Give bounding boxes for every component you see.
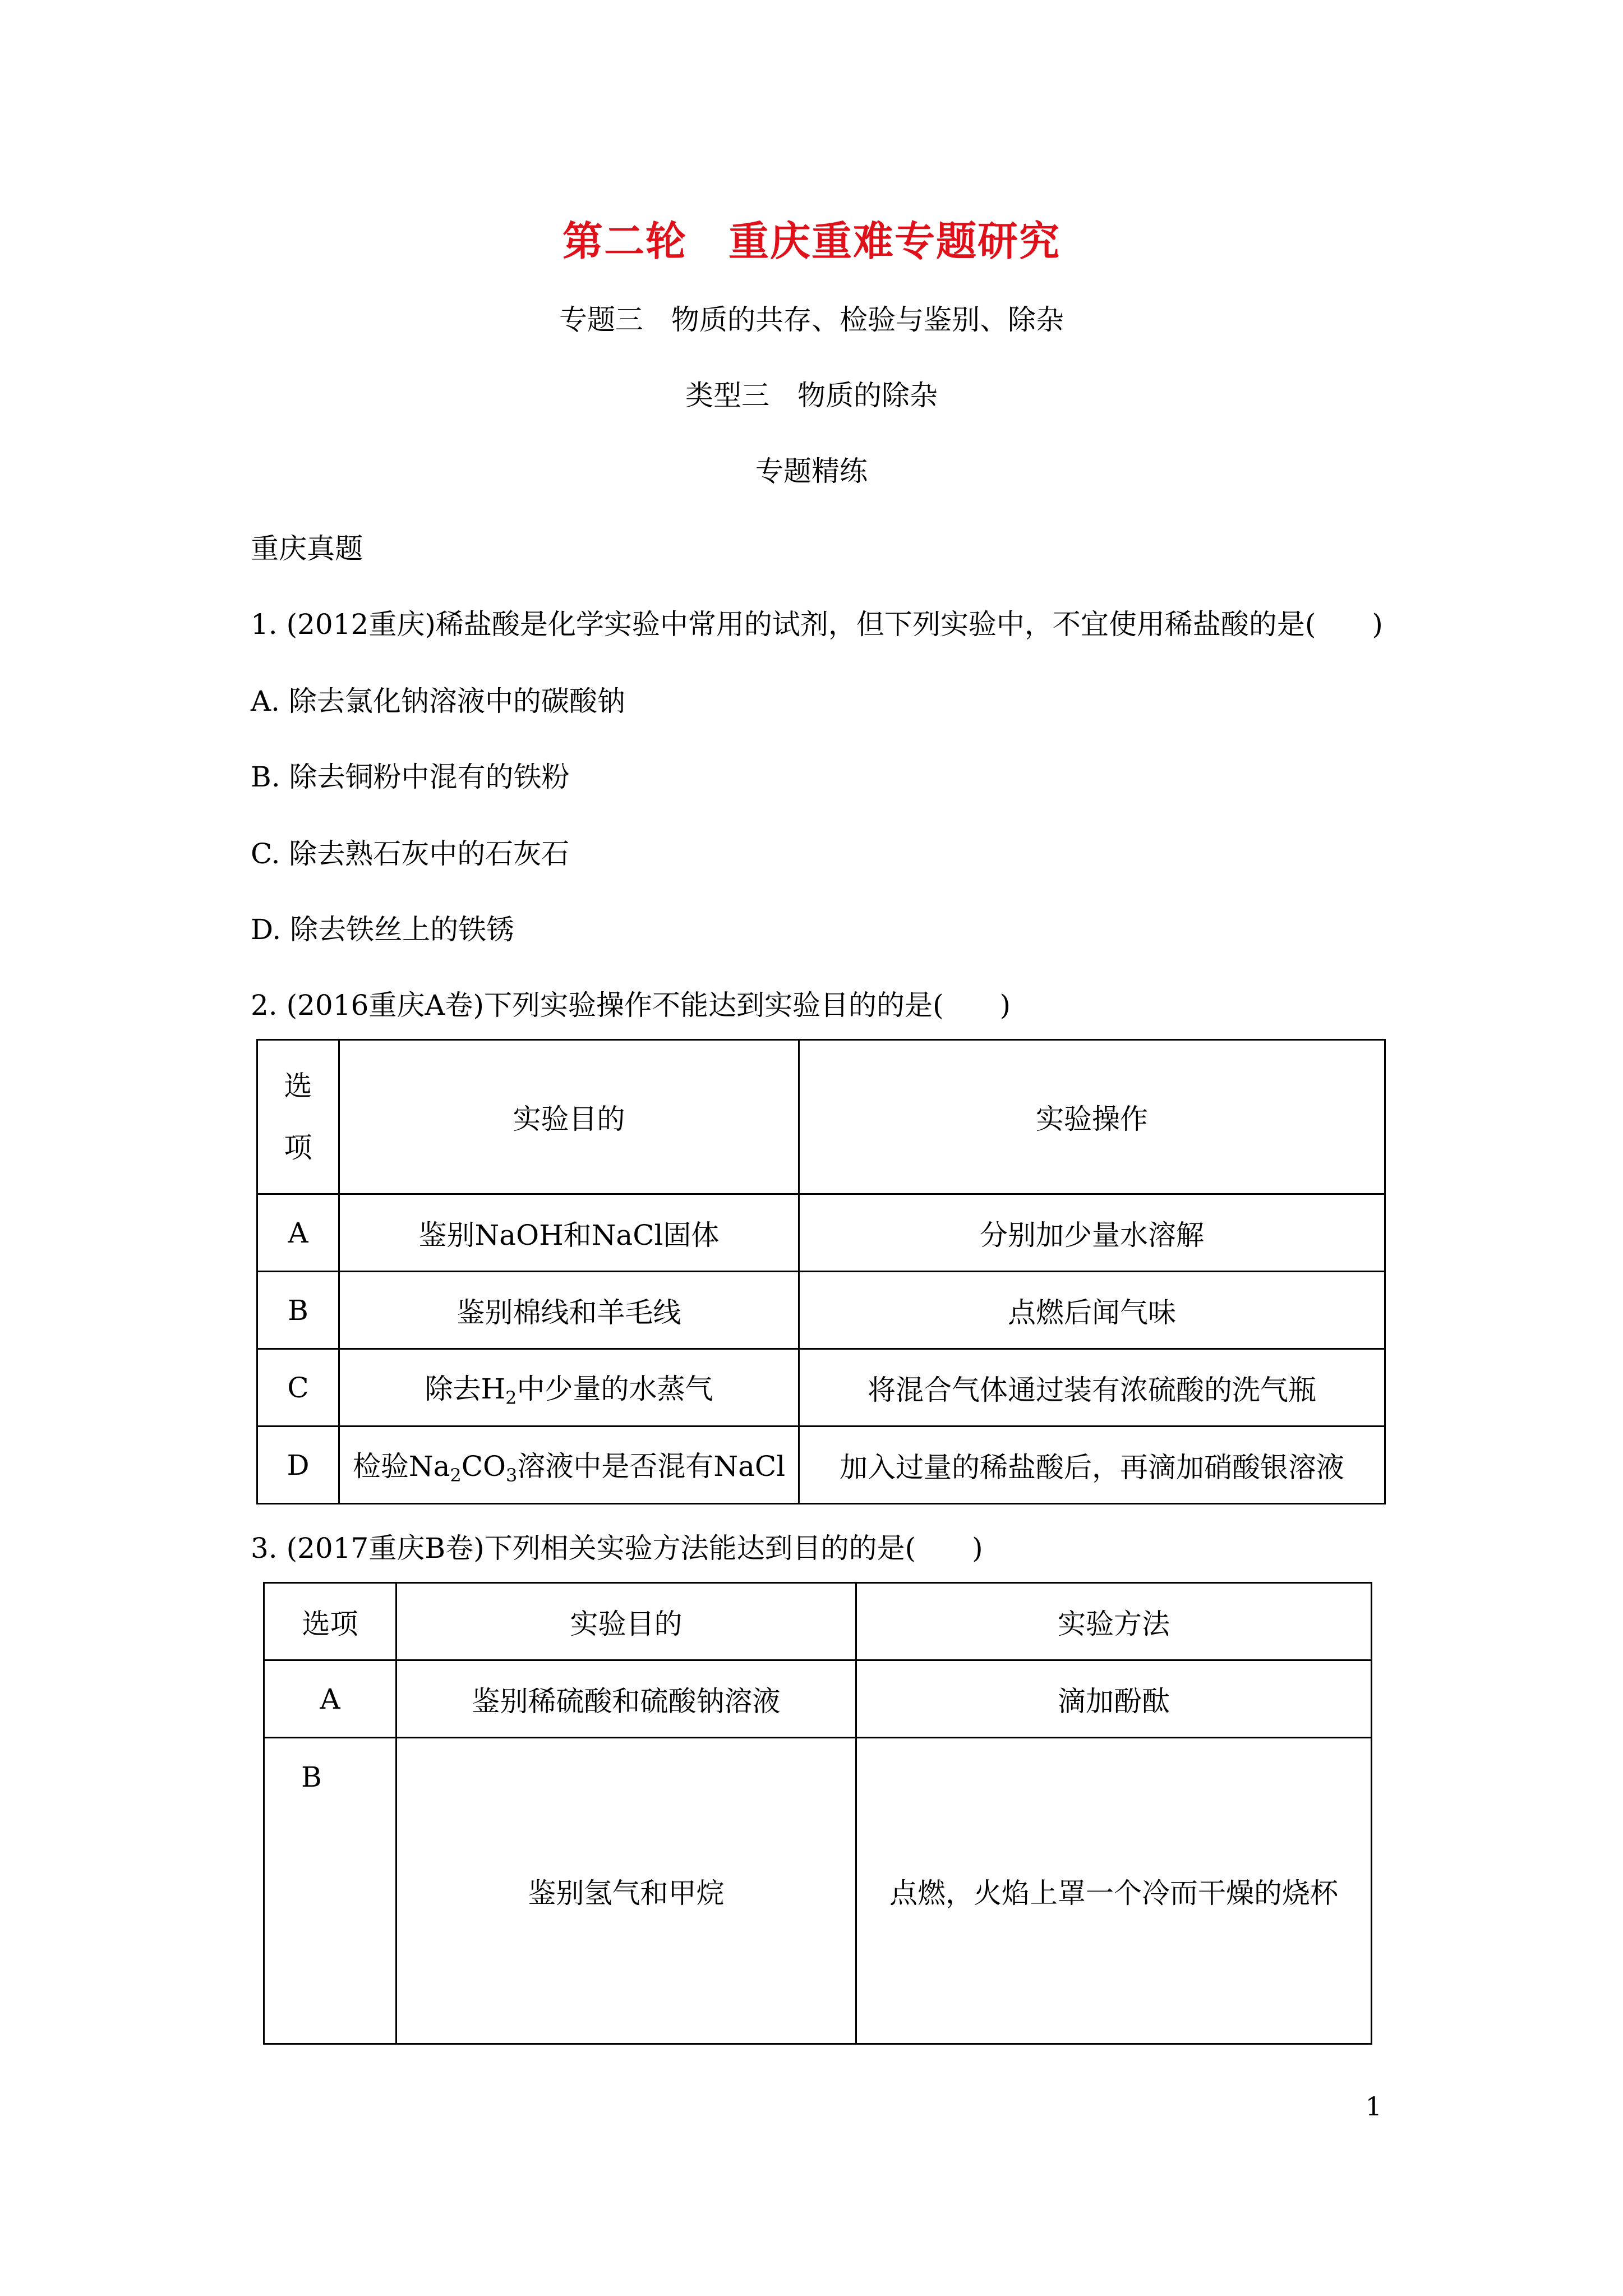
header-option-char-1: 选 xyxy=(284,1070,312,1102)
row-purpose: 鉴别稀硫酸和硫酸钠溶液 xyxy=(396,1660,856,1738)
table-row xyxy=(264,1738,1372,2044)
row-purpose: 鉴别棉线和羊毛线 xyxy=(339,1272,799,1349)
header-option xyxy=(257,1040,339,1194)
purpose-text-pre: 检验Na xyxy=(352,1450,450,1483)
question-2-table xyxy=(256,1039,1386,1504)
table-row xyxy=(257,1194,1385,1272)
question-1-option-a: A. 除去氯化钠溶液中的碳酸钠 xyxy=(251,685,625,717)
row-option: B xyxy=(257,1272,339,1349)
row-purpose xyxy=(339,1427,799,1504)
row-operation: 加入过量的稀盐酸后，再滴加硝酸银溶液 xyxy=(799,1427,1385,1504)
row-option: C xyxy=(257,1349,339,1427)
header-method: 实验方法 xyxy=(856,1583,1372,1660)
subscript: 3 xyxy=(506,1465,518,1486)
row-operation: 点燃后闻气味 xyxy=(799,1272,1385,1349)
header-purpose: 实验目的 xyxy=(339,1040,799,1194)
question-3-table xyxy=(263,1582,1372,2045)
table-header-row xyxy=(257,1040,1385,1194)
row-option: A xyxy=(257,1194,339,1272)
row-option: D xyxy=(257,1427,339,1504)
page-number: 1 xyxy=(1365,2091,1382,2122)
table-header-row xyxy=(264,1583,1372,1660)
page-title: 第二轮 重庆重难专题研究 xyxy=(562,218,1061,265)
table-row xyxy=(257,1272,1385,1349)
question-1-option-d: D. 除去铁丝上的铁锈 xyxy=(251,913,515,946)
row-purpose: 鉴别氢气和甲烷 xyxy=(396,1738,856,2044)
question-3-stem: 3. (2017重庆B卷)下列相关实验方法能达到目的的是( ) xyxy=(251,1532,983,1565)
row-purpose: 鉴别NaOH和NaCl固体 xyxy=(339,1194,799,1272)
question-1-option-b: B. 除去铜粉中混有的铁粉 xyxy=(251,761,570,793)
row-operation: 分别加少量水溶解 xyxy=(799,1194,1385,1272)
topic-subtitle: 专题三 物质的共存、检验与鉴别、除杂 xyxy=(559,303,1064,336)
purpose-text-post: 中少量的水蒸气 xyxy=(517,1373,713,1405)
question-2-stem: 2. (2016重庆A卷)下列实验操作不能达到实验目的的是( ) xyxy=(251,989,1011,1022)
practice-heading: 专题精练 xyxy=(755,455,868,487)
row-option: A xyxy=(264,1660,396,1738)
type-heading: 类型三 物质的除杂 xyxy=(685,379,938,412)
row-method: 滴加酚酞 xyxy=(856,1660,1372,1738)
row-method: 点燃，火焰上罩一个冷而干燥的烧杯 xyxy=(856,1738,1372,2044)
subscript: 2 xyxy=(505,1387,517,1409)
purpose-text-mid: CO xyxy=(461,1450,506,1483)
table-row xyxy=(257,1427,1385,1504)
purpose-text-post: 溶液中是否混有NaCl xyxy=(517,1450,786,1483)
purpose-text-pre: 除去H xyxy=(425,1373,506,1405)
subscript: 2 xyxy=(450,1465,462,1486)
header-option: 选项 xyxy=(264,1583,396,1660)
row-option: B xyxy=(264,1738,396,2044)
question-1-option-c: C. 除去熟石灰中的石灰石 xyxy=(251,838,570,870)
header-operation: 实验操作 xyxy=(799,1040,1385,1194)
table-row xyxy=(264,1660,1372,1738)
row-operation: 将混合气体通过装有浓硫酸的洗气瓶 xyxy=(799,1349,1385,1427)
section-label: 重庆真题 xyxy=(251,532,363,565)
table-row xyxy=(257,1349,1385,1427)
header-option-char-2: 项 xyxy=(284,1131,312,1164)
header-purpose: 实验目的 xyxy=(396,1583,856,1660)
row-purpose xyxy=(339,1349,799,1427)
question-1-stem: 1. (2012重庆)稀盐酸是化学实验中常用的试剂，但下列实验中，不宜使用稀盐酸的是( ) xyxy=(251,608,1383,641)
